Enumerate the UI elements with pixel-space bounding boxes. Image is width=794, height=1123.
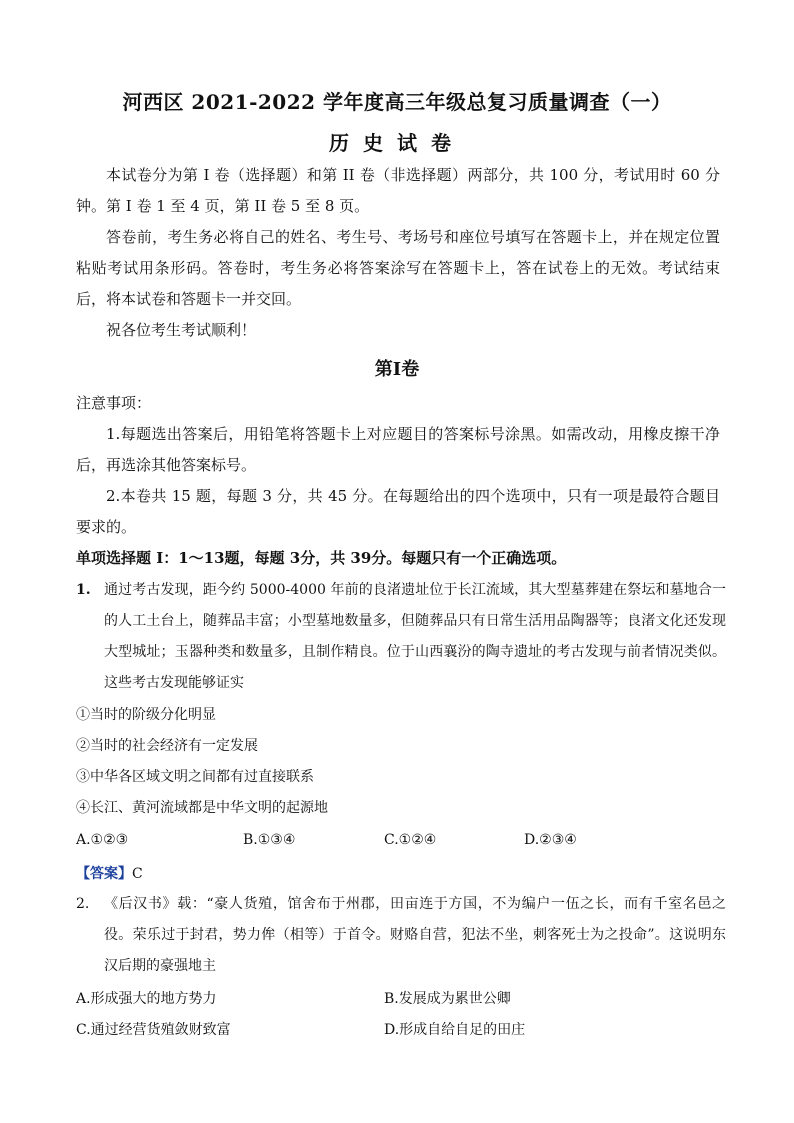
option-d: D.②③④ — [524, 832, 577, 848]
statement-item: ④长江、黄河流域都是中华文明的起源地 — [76, 800, 328, 816]
question-number: 1. — [76, 582, 91, 598]
option-c: C.通过经营货殖敛财致富 — [76, 1022, 231, 1038]
intro-paragraph-2: 答卷前，考生务必将自己的姓名、考生号、考场号和座位号填写在答题卡上，并在规定位置粘贴考试用条形码。答卷时，考生务必将答案涂写在答题卡上，答在试卷上的无效。考试结束后，将本试卷和答题卡一并交回。 — [76, 228, 720, 308]
question-stem: 通过考古发现，距今约 5000-4000 年前的良渚遗址位于长江流域，其大型墓葬建在祭坛和墓地合一的人工土台上，随葬品丰富；小型墓地数量多，但随葬品只有日常生活用品陶器等；良渚文化还发现大型城址；玉器种类和数量多，且制作精良。位于山西襄汾的陶寺遗址的考古发现与前者情况类似。这些考古发现能够证实 — [104, 582, 726, 691]
exam-title: 河西区 2021-2022 学年度高三年级总复习质量调查（一） — [122, 90, 672, 114]
intro-paragraph-3: 祝各位考生考试顺利！ — [106, 321, 257, 339]
option-b: B.发展成为累世公卿 — [384, 991, 511, 1007]
statement-item: ②当时的社会经济有一定发展 — [76, 738, 258, 754]
question-stem: 《后汉书》载：“豪人货殖，馆舍布于州郡，田亩连于方国，不为编户一伍之长，而有千室名邑之役。荣乐过于封君，势力侔（相等）于首令。财赂自营，犯法不坐，刺客死士为之投命”。这说明东汉后期的豪强地主 — [104, 896, 726, 974]
answer-line — [76, 863, 143, 883]
statement-item: ①当时的阶级分化明显 — [76, 707, 216, 723]
answer-value: C — [132, 866, 143, 882]
option-a: A.①②③ — [76, 832, 129, 848]
section-title: 单项选择题 I：1～13题，每题 3分，共 39分。每题只有一个正确选项。 — [76, 549, 567, 567]
statement-item: ③中华各区域文明之间都有过直接联系 — [76, 769, 314, 785]
exam-subject: 历史试卷 — [329, 131, 465, 155]
option-b: B.①③④ — [243, 832, 296, 848]
question-number: 2. — [76, 896, 90, 912]
notice-item-1: 1.每题选出答案后，用铅笔将答题卡上对应题目的答案标号涂黑。如需改动，用橡皮擦干净后，再选涂其他答案标号。 — [76, 425, 720, 474]
option-c: C.①②④ — [384, 832, 437, 848]
notice-label: 注意事项： — [76, 394, 152, 412]
option-a: A.形成强大的地方势力 — [76, 991, 217, 1007]
part1-heading: 第Ⅰ卷 — [374, 359, 420, 380]
option-d: D.形成自给自足的田庄 — [384, 1022, 526, 1038]
answer-label: 【答案】 — [76, 866, 132, 882]
notice-item-2: 2.本卷共 15 题，每题 3 分，共 45 分。在每题给出的四个选项中，只有一项是最符合题目要求的。 — [76, 487, 720, 536]
intro-paragraph-1: 本试卷分为第 I 卷（选择题）和第 II 卷（非选择题）两部分，共 100 分，考试用时 60 分钟。第 I 卷 1 至 4 页，第 II 卷 5 至 8 页。 — [76, 166, 720, 215]
